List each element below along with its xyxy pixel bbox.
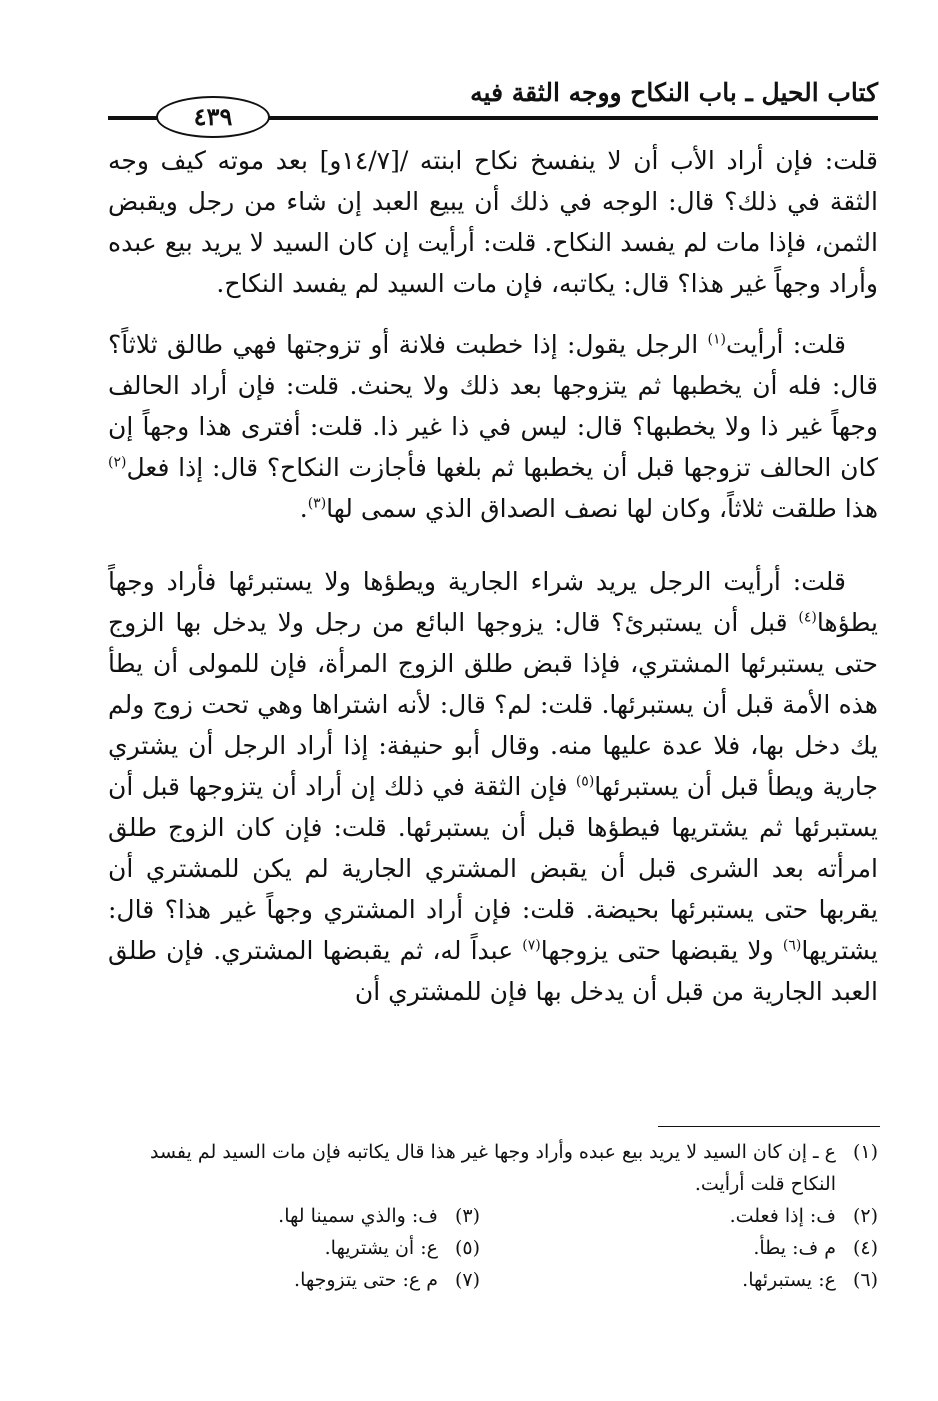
footnote-ref-4: (٤) xyxy=(798,609,817,626)
footnotes xyxy=(150,1136,878,1296)
footnote-6 xyxy=(548,1264,878,1296)
paragraph-3-text-d: ولا يقبضها حتى يزوجها xyxy=(540,936,783,965)
footnote-text: ف: والذي سمينا لها. xyxy=(278,1205,438,1227)
paragraph-1 xyxy=(108,140,878,304)
footnote-text: ع: أن يشتريها. xyxy=(324,1237,438,1259)
footnote-separator xyxy=(658,1126,880,1127)
running-title: كتاب الحيل ـ باب النكاح ووجه الثقة فيه xyxy=(470,78,878,107)
paragraph-2-text-b: الرجل يقول: إذا خطبت فلانة أو تزوجتها فهي طالق ثلاثاً؟ قال: فله أن يخطبها ثم يتزوجها بعد ذلك ولا يحنث. قلت: فإن أراد الحالف وجهاً غير ذا ولا يخطبها؟ قال: ليس في ذا غير ذا. قلت: أفترى هذا وجهاً إن كان الحالف تزوجها قبل أن يخطبها ثم بلغها فأجازت النكاح؟ قال: إذا فعل xyxy=(108,330,878,482)
footnote-ref-3: (٣) xyxy=(307,495,327,512)
footnote-ref-6: (٦) xyxy=(782,937,802,954)
paragraph-3-text-e: عبداً له، ثم يقبضها المشتري. فإن طلق العبد الجارية من قبل أن يدخل بها فإن للمشتري أن xyxy=(108,936,878,1006)
main-text xyxy=(108,140,878,1012)
footnote-grid xyxy=(150,1200,878,1296)
paragraph-2 xyxy=(108,324,878,529)
paragraph-1-text: قلت: فإن أراد الأب أن لا ينفسخ نكاح ابنته /[١٤/٧و] بعد موته كيف وجه الثقة في ذلك؟ قال: الوجه في ذلك أن يبيع العبد إن شاء من رجل ويقبض الثمن، فإذا مات لم يفسد النكاح. قلت: أرأيت إن كان السيد لا يريد بيع عبده وأراد وجهاً غير هذا؟ قال: يكاتبه، فإن مات السيد لم يفسد النكاح. xyxy=(108,146,878,298)
footnote-4 xyxy=(548,1232,878,1264)
footnote-1 xyxy=(150,1136,878,1200)
page-header xyxy=(108,76,878,131)
paragraph-3-text-c: فإن الثقة في ذلك إن أراد أن يتزوجها قبل أن يستبرئها ثم يشتريها فيطؤها قبل أن يستبرئها. قلت: فإن كان الزوج طلق امرأته بعد الشرى قبل أن يقبض المشتري الجارية لم يكن للمشتري أن يقربها حتى يستبرئها بحيضة. قلت: فإن أراد المشتري وجهاً غير هذا؟ قال: يشتريها xyxy=(108,772,879,965)
footnote-text: ع: يستبرئها. xyxy=(742,1269,836,1291)
footnote-number: (١) xyxy=(852,1141,878,1163)
footnote-ref-5: (٥) xyxy=(575,773,595,790)
footnote-text: ف: إذا فعلت. xyxy=(729,1205,836,1227)
paragraph-2-text-c: هذا طلقت ثلاثاً، وكان لها نصف الصداق الذي سمى لها xyxy=(326,494,878,523)
paragraph-3-text-a: قلت: أرأيت الرجل يريد شراء الجارية ويطؤها ولا يستبرئها فأراد وجهاً يطؤها xyxy=(108,567,878,637)
footnote-2 xyxy=(548,1200,878,1232)
footnote-5 xyxy=(150,1232,480,1264)
footnote-text: م ع: حتى يتزوجها. xyxy=(294,1269,438,1291)
footnote-number: (٥) xyxy=(454,1237,480,1259)
paragraph-3-text-b: قبل أن يستبرئ؟ قال: يزوجها البائع من رجل ولا يدخل بها الزوج حتى يستبرئها المشتري، فإذا قبض طلق الزوج المرأة، فإن للمولى أن يطأ هذه الأمة قبل أن يستبرئها. قلت: لم؟ قال: لأنه اشتراها وهي تحت زوج ولم يك دخل بها، فلا عدة عليها منه. وقال أبو حنيفة: إذا أراد الرجل أن يشتري جارية ويطأ قبل أن يستبرئها xyxy=(108,608,878,801)
paragraph-3 xyxy=(108,561,878,1012)
paragraph-2-text-a: قلت: أرأيت xyxy=(725,330,846,359)
footnote-text: م ف: يطأ. xyxy=(753,1237,836,1259)
footnote-number: (٣) xyxy=(454,1205,480,1227)
footnote-number: (٢) xyxy=(852,1205,878,1227)
footnote-ref-2: (٢) xyxy=(108,454,127,471)
footnote-ref-1: (١) xyxy=(707,331,726,348)
footnote-text: ع ـ إن كان السيد لا يريد بيع عبده وأراد وجها غير هذا قال يكاتبه فإن مات السيد لم يفسد النكاح قلت أرأيت. xyxy=(150,1141,836,1195)
page-number: ٤٣٩ xyxy=(156,96,270,138)
paragraph-2-text-d: . xyxy=(299,494,308,523)
footnote-3 xyxy=(150,1200,480,1232)
footnote-number: (٤) xyxy=(852,1237,878,1259)
footnote-number: (٧) xyxy=(454,1269,480,1291)
footnote-7 xyxy=(150,1264,480,1296)
footnote-number: (٦) xyxy=(852,1269,878,1291)
footnote-ref-7: (٧) xyxy=(522,937,541,954)
